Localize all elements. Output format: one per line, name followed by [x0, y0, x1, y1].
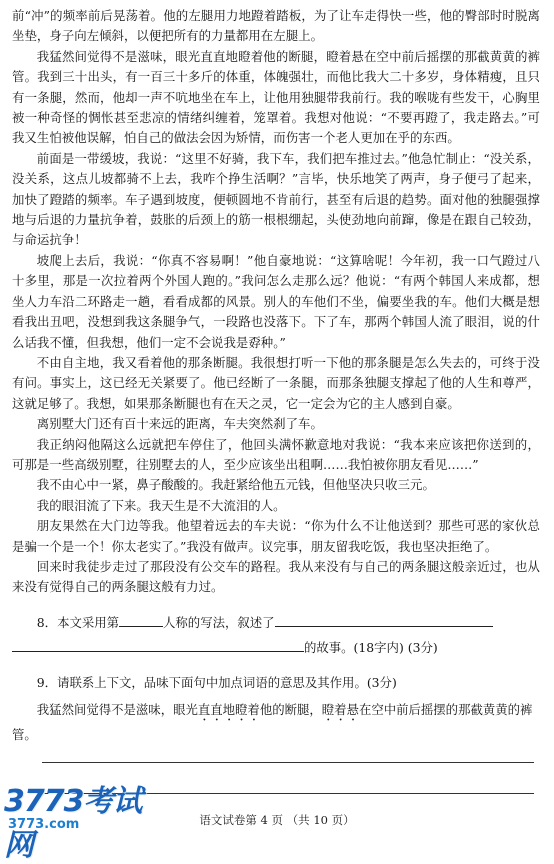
- question-8-text-2: 人称的写法，叙述了: [163, 615, 275, 630]
- passage-paragraph: 我猛然间觉得不是滋味，眼光直直地瞪着他的断腿，瞪着悬在空中前后摇摆的那截黄黄的裤管。我到三十出头，有一百三十多斤的体重，体魄强壮，而他比我大二十多岁，身体精瘦，且只有一条腿，然而，他却一声不吭地坐在车上，让他用独腿带我前行。我的喉咙有些发干，心胸里被一种奇怪的惆怅甚至悲凉的情绪纠缠着，笼罩着。我想对他说：“不要再蹬了，我走路去。”可我又生怕被他误解，怕自己的做法会因为矫情，而伤害一个老人更加在乎的东西。: [12, 48, 540, 146]
- passage-paragraph: 离别墅大门还有百十来远的距离，车夫突然刹了车。: [36, 416, 323, 432]
- question-8-story-blank-1[interactable]: [275, 613, 493, 627]
- reading-passage: [12, 6, 540, 598]
- passage-paragraph: 我的眼泪流了下来。我天生是不大流泪的人。: [36, 497, 286, 513]
- quote-text-3: 在空中前后摇摆的那截黄黄: [358, 702, 508, 717]
- passage-paragraph: 坡爬上去后，我说：“你真不容易啊！”他自豪地说：“这算啥呢！今年初，我一口气蹬过八十多里，那是一次拉着两个外国人跑的。”我问怎么走那么远？他说：“有两个韩国人来成都，想坐人力车沿二环路走一趟，看看成都的风景。别人的车他们不坐，偏要坐我的车。他们大概是想看我出丑吧，没想到我这条腿争气，一段路也没落下。下了车，那两个韩国人流了眼泪，说的什么话我不懂，但我想，他们一定不会说我是孬种。”: [12, 252, 540, 350]
- passage-paragraph: 朋友果然在大门边等我。他望着远去的车夫说：“你为什么不让他送到？那些可恶的家伙总是骗一个是一个！你太老实了。”我没有做声。议完事，朋友留我吃饭，我也坚决拒绝了。: [12, 518, 540, 554]
- passage-paragraph: 我正纳闷他隔这么远就把车停住了，他回头满怀歉意地对我说：“我本来应该把你送到的，可那是一些高级别墅，往别墅去的人，至少应该坐出租啊……我怕被你朋友看见……”: [12, 436, 540, 472]
- questions-section: [12, 612, 542, 745]
- logo-text: 3773考试网: [4, 784, 142, 863]
- logo-url: 3773.com: [8, 817, 80, 832]
- site-watermark-logo: [4, 776, 154, 863]
- question-8-story-blank-2[interactable]: [12, 638, 304, 652]
- passage-paragraph: 回来时我徒步走过了那段没有公交车的路程。我从来没有与自己的两条腿这般亲近过，也从来没有觉得自己的两条腿这般有力过。: [12, 558, 540, 595]
- quote-text-4: 的裤管。: [12, 702, 533, 742]
- quote-emphasized-word-1: 直直地瞪着: [197, 702, 260, 717]
- answer-line[interactable]: [42, 762, 534, 763]
- quote-text-2: 他的断腿，: [259, 702, 322, 717]
- passage-paragraph: 不由自主地，我又看着他的那条断腿。我很想打听一下他的那条腿是怎么失去的，可终于没有问。事实上，这已经无关紧要了。他已经断了一条腿，而那条独腿支撑起了他的人生和尊严，这就足够了。我想，如果那条断腿也有在天之灵，它一定会为它的主人感到自豪。: [12, 354, 540, 411]
- question-8-text-1: 8．本文采用第: [36, 615, 120, 630]
- passage-paragraph: 前“冲”的频率前后晃荡着。他的左腿用力地蹬着踏板，为了让车走得快一些，他的臀部时时脱离坐垫，身子向左倾斜，以便把所有的力量都用在左腿上。: [12, 8, 540, 44]
- question-8: [12, 612, 542, 633]
- question-8-text-3: 的故事。(18字内): [304, 640, 404, 655]
- question-9-prompt: 9．请联系上下文，品味下面句中加点词语的意思及其作用。(3分): [36, 675, 397, 690]
- passage-paragraph: 前面是一带缓坡，我说：“这里不好骑，我下车，我们把车推过去。”他急忙制止：“没关系，没关系，这点儿坡都骑不上去，我咋个挣生活啊？”言毕，快乐地笑了两声，身子便弓了起来，加快了蹬踏的频率。车子遇到坡度，便顿圆地不肯前行，甚至有后退的趋势。面对他的独腿强撑地与后退的力量抗争着，鼓胀的后颈上的筋一根根绷起，头使劲地向前蹿，像是在跟自己较劲，与命运抗争！: [12, 150, 540, 248]
- passage-paragraph: 我不由心中一紧，鼻子酸酸的。我赶紧给他五元钱，但他坚决只收三元。: [36, 477, 435, 493]
- quote-text-1: 我猛然间觉得不是滋味，眼光: [36, 702, 198, 717]
- page-footer: 语文试卷第 4 页 （共 10 页）: [199, 813, 355, 827]
- question-9-quote: [12, 699, 542, 745]
- quote-emphasized-word-2: 瞪着悬: [321, 702, 359, 717]
- question-8-points: (3分): [407, 640, 438, 655]
- question-8-person-blank[interactable]: [119, 613, 163, 627]
- question-8-continued: [12, 637, 542, 658]
